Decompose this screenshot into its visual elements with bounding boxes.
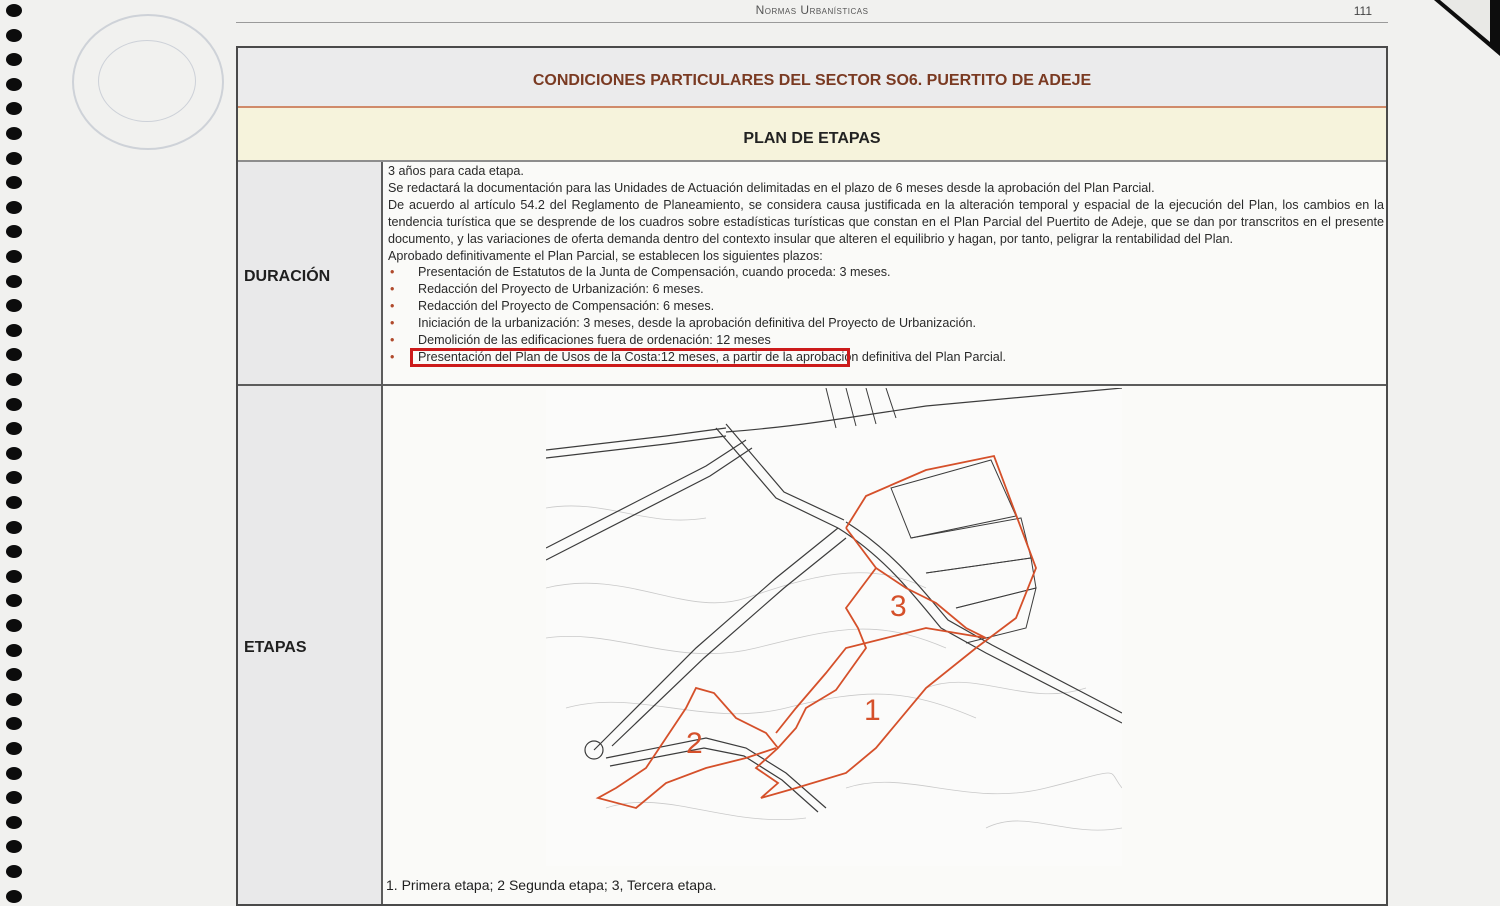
binding-hole <box>6 496 22 509</box>
section-subtitle: PLAN DE ETAPAS <box>743 130 881 147</box>
binding-hole <box>6 521 22 534</box>
duracion-paragraph: 3 años para cada etapa. <box>388 164 524 178</box>
label-column <box>238 162 383 904</box>
page-number: 111 <box>1353 4 1372 18</box>
binding-hole <box>6 299 22 312</box>
official-stamp-inner <box>98 40 196 122</box>
binding-hole <box>6 53 22 66</box>
binding-hole <box>6 176 22 189</box>
binding-hole <box>6 324 22 337</box>
plazo-item: • Presentación de Estatutos de la Junta de Compensación, cuando proceda: 3 meses. <box>388 264 1384 281</box>
binding-hole <box>6 668 22 681</box>
binding-hole <box>6 545 22 558</box>
binding-hole <box>6 791 22 804</box>
binding-hole <box>6 890 22 903</box>
duracion-paragraph: Se redactará la documentación para las Unidades de Actuación delimitadas en el plazo de 6 meses desde la aprobación del Plan Parcial. <box>388 180 1155 195</box>
duracion-paragraph: De acuerdo al artículo 54.2 del Reglamento de Planeamiento, se considera causa justificada en la alteración temporal y espacial de la ejecución del Plan, los cambios en la tendencia turística que se desprende de los cuadros sobre estadísticas turísticas que constan en el Plan Parcial del Puertito de Adeje, que se dan por transcritos en el presente documento, y las variaciones de oferta demanda dentro del contexto insular que alteren el equilibrio y hagan, por tanto, peligrar la rentabilidad del Plan. <box>388 197 1384 246</box>
row-divider <box>238 384 1386 386</box>
page-corner-fold-inner <box>1440 0 1490 42</box>
section-title: CONDICIONES PARTICULARES DEL SECTOR SO6. PUERTITO DE ADEJE <box>532 72 1092 89</box>
plazo-item: • Redacción del Proyecto de Urbanización: 6 meses. <box>388 281 1384 298</box>
binding-hole <box>6 225 22 238</box>
running-header <box>236 0 1388 23</box>
etapas-label: ETAPAS <box>244 639 307 656</box>
binding-hole <box>6 865 22 878</box>
etapa-label-2: 2 <box>686 727 703 760</box>
binding-hole <box>6 570 22 583</box>
binding-hole <box>6 717 22 730</box>
running-title: Normas Urbanísticas <box>755 3 869 17</box>
binding-hole <box>6 78 22 91</box>
binding-hole <box>6 767 22 780</box>
binding-hole <box>6 422 22 435</box>
highlight-box <box>410 348 850 367</box>
binding-hole <box>6 127 22 140</box>
plazo-item: • Iniciación de la urbanización: 3 meses, desde la aprobación definitiva del Proyecto de Urbanización. <box>388 315 1384 332</box>
binding-hole <box>6 594 22 607</box>
subtitle-band <box>238 108 1386 162</box>
etapa-label-3: 3 <box>890 590 907 623</box>
binding-hole <box>6 152 22 165</box>
binding-hole <box>6 816 22 829</box>
binding-hole <box>6 471 22 484</box>
binding-hole <box>6 201 22 214</box>
binding-hole <box>6 693 22 706</box>
etapa-label-1: 1 <box>864 694 881 727</box>
plazo-item: • Redacción del Proyecto de Compensación: 6 meses. <box>388 298 1384 315</box>
binding-hole <box>6 250 22 263</box>
plazo-item: • Presentación del Plan de Usos de la Costa:12 meses, a partir de la aprobación definitiva del Plan Parcial. <box>388 349 1384 366</box>
binding-hole <box>6 102 22 115</box>
binding-hole <box>6 275 22 288</box>
binding-hole <box>6 348 22 361</box>
binding-hole <box>6 4 22 17</box>
binding-hole <box>6 644 22 657</box>
etapas-site-plan <box>546 388 1122 866</box>
binding-hole <box>6 742 22 755</box>
spiral-binding <box>4 0 26 900</box>
duracion-label: DURACIÓN <box>244 268 331 285</box>
duracion-paragraph: Aprobado definitivamente el Plan Parcial, se establecen los siguientes plazos: <box>388 248 823 263</box>
plazo-item-highlighted: • Demolición de las edificaciones fuera de ordenación: 12 meses <box>388 332 1384 349</box>
map-caption: 1. Primera etapa; 2 Segunda etapa; 3, Tercera etapa. <box>386 877 717 893</box>
binding-hole <box>6 619 22 632</box>
binding-hole <box>6 373 22 386</box>
binding-hole <box>6 840 22 853</box>
duracion-content <box>388 163 1384 366</box>
binding-hole <box>6 29 22 42</box>
title-band <box>238 48 1386 108</box>
binding-hole <box>6 398 22 411</box>
binding-hole <box>6 447 22 460</box>
